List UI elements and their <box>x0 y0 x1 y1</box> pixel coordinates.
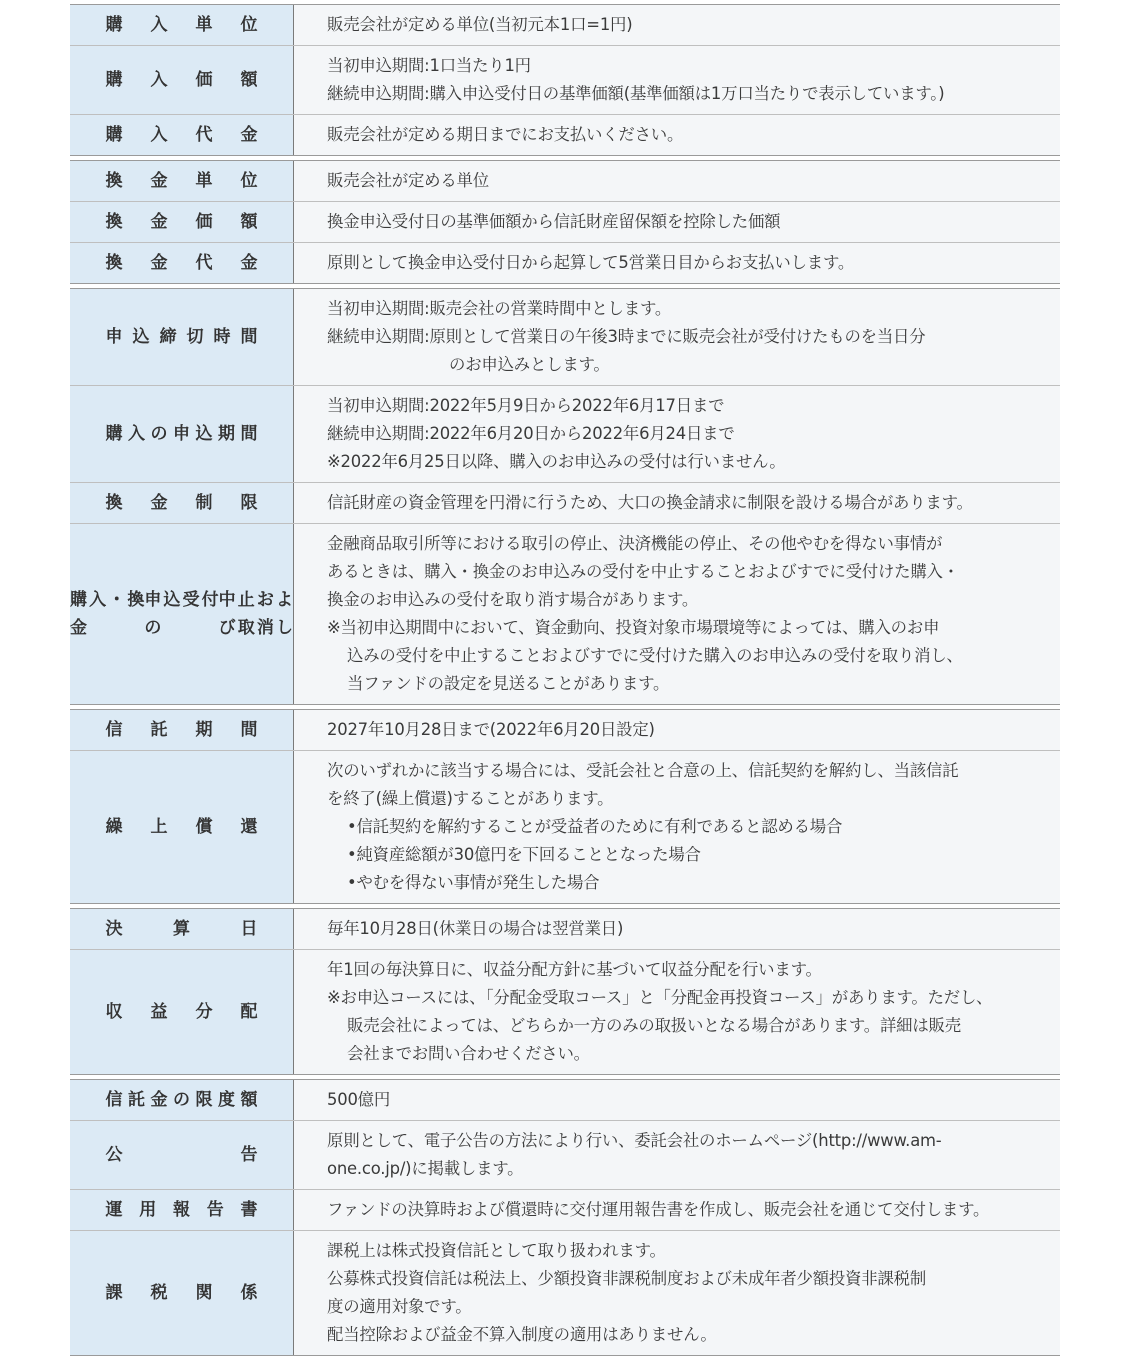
row-label-text: 信託金の限度額 <box>105 1090 258 1110</box>
value-line: 会社までお問い合わせください。 <box>347 1044 590 1063</box>
row-label-text: 購入価額 <box>105 70 258 90</box>
value-line: 換金のお申込みの受付を取り消す場合があります。 <box>327 590 699 609</box>
row-value <box>294 1190 1060 1230</box>
row-label <box>70 46 294 114</box>
row-label <box>70 1190 294 1230</box>
row-label-text: 申込締切時間 <box>105 327 258 347</box>
row-group <box>70 908 1060 1075</box>
row-label <box>70 751 294 903</box>
table-row <box>70 385 1060 482</box>
row-group <box>70 4 1060 156</box>
value-line: 換金申込受付日の基準価額から信託財産留保額を控除した価額 <box>327 212 781 231</box>
value-line: ※お申込コースには、「分配金受取コース」と「分配金再投資コース」があります。ただし、 <box>327 988 993 1007</box>
table-row <box>70 1120 1060 1189</box>
value-line: 販売会社によっては、どちらか一方のみの取扱いとなる場合があります。詳細は販売 <box>347 1016 961 1035</box>
row-label-text: 信託期間 <box>105 720 258 740</box>
table-row <box>70 710 1060 750</box>
row-value <box>294 950 1060 1074</box>
row-group <box>70 288 1060 705</box>
value-line: 信託財産の資金管理を円滑に行うため、大口の換金請求に制限を設ける場合があります。 <box>327 493 973 512</box>
value-line: 当初申込期間:販売会社の営業時間中とします。 <box>327 299 672 318</box>
table-row <box>70 750 1060 903</box>
row-label-text: 換金代金 <box>105 253 258 273</box>
row-label <box>70 243 294 283</box>
table-row <box>70 289 1060 385</box>
row-value <box>294 202 1060 242</box>
row-label-text: 購入・換金 <box>70 589 145 638</box>
table-row <box>70 5 1060 45</box>
value-line: 度の適用対象です。 <box>327 1297 472 1316</box>
value-line: 継続申込期間:原則として営業日の午後3時までに販売会社が受付けたものを当日分 <box>327 327 926 346</box>
value-line: 当ファンドの設定を見送ることがあります。 <box>347 674 670 693</box>
table-row <box>70 45 1060 114</box>
table-row <box>70 949 1060 1074</box>
row-label-text: 購入代金 <box>105 125 258 145</box>
value-line: 継続申込期間:2022年6月20日から2022年6月24日まで <box>327 424 735 443</box>
row-value <box>294 289 1060 385</box>
value-line: •純資産総額が30億円を下回ることとなった場合 <box>347 845 701 864</box>
table-row <box>70 242 1060 283</box>
row-label-text: 中止および取消し <box>218 589 293 638</box>
row-label-text: 収益分配 <box>105 1002 258 1022</box>
value-line: 課税上は株式投資信託として取り扱われます。 <box>327 1241 666 1260</box>
value-line: 当初申込期間:1口当たり1円 <box>327 56 531 75</box>
value-line: ※2022年6月25日以降、購入のお申込みの受付は行いません。 <box>327 452 786 471</box>
value-line: one.co.jp/)に掲載します。 <box>327 1159 524 1178</box>
row-label <box>70 161 294 201</box>
value-line: •やむを得ない事情が発生した場合 <box>347 873 600 892</box>
row-label <box>70 524 294 704</box>
fund-summary-table <box>70 4 1060 1356</box>
row-label <box>70 289 294 385</box>
row-label <box>70 710 294 750</box>
row-label <box>70 1080 294 1120</box>
value-line: 当初申込期間:2022年5月9日から2022年6月17日まで <box>327 396 725 415</box>
value-line: ※当初申込期間中において、資金動向、投資対象市場環境等によっては、購入のお申 <box>327 618 940 637</box>
row-label <box>70 909 294 949</box>
value-line: 原則として、電子公告の方法により行い、委託会社のホームページ(http://www.am- <box>327 1131 942 1150</box>
row-value <box>294 909 1060 949</box>
table-row <box>70 161 1060 201</box>
value-line: 込みの受付を中止することおよびすでに受付けた購入のお申込みの受付を取り消し、 <box>347 646 963 665</box>
row-group <box>70 1079 1060 1356</box>
value-line: 販売会社が定める単位 <box>327 171 489 190</box>
row-label <box>70 5 294 45</box>
value-line: 販売会社が定める期日までにお支払いください。 <box>327 125 684 144</box>
value-line: 次のいずれかに該当する場合には、受託会社と合意の上、信託契約を解約し、当該信託 <box>327 761 959 780</box>
table-row <box>70 114 1060 155</box>
row-group <box>70 709 1060 904</box>
row-label <box>70 1231 294 1355</box>
table-row <box>70 909 1060 949</box>
row-label-text: 運用報告書 <box>105 1200 258 1220</box>
row-label-text: 購入単位 <box>105 15 258 35</box>
value-line: 毎年10月28日(休業日の場合は翌営業日) <box>327 919 624 938</box>
value-line: 公募株式投資信託は税法上、少額投資非課税制度および未成年者少額投資非課税制 <box>327 1269 927 1288</box>
row-label-text: 繰上償還 <box>105 817 258 837</box>
row-label-text: 決算日 <box>105 919 258 939</box>
row-label <box>70 1121 294 1189</box>
value-line: ファンドの決算時および償還時に交付運用報告書を作成し、販売会社を通じて交付します。 <box>327 1200 990 1219</box>
row-value <box>294 1121 1060 1189</box>
row-label <box>70 115 294 155</box>
row-label <box>70 950 294 1074</box>
value-line: 配当控除および益金不算入制度の適用はありません。 <box>327 1325 717 1344</box>
row-value <box>294 386 1060 482</box>
row-value <box>294 524 1060 704</box>
value-line: 金融商品取引所等における取引の停止、決済機能の停止、その他やむを得ない事情が <box>327 534 943 553</box>
row-value <box>294 710 1060 750</box>
row-label <box>70 202 294 242</box>
row-label-text: 換金単位 <box>105 171 258 191</box>
value-line: のお申込みとします。 <box>449 355 610 374</box>
value-line: を終了(繰上償還)することがあります。 <box>327 789 614 808</box>
row-value <box>294 115 1060 155</box>
row-label <box>70 483 294 523</box>
row-group <box>70 160 1060 284</box>
value-line: 500億円 <box>327 1090 391 1109</box>
table-row <box>70 201 1060 242</box>
value-line: 継続申込期間:購入申込受付日の基準価額(基準価額は1万口当たりで表示しています。) <box>327 84 945 103</box>
table-row <box>70 1189 1060 1230</box>
value-line: 2027年10月28日まで(2022年6月20日設定) <box>327 720 655 739</box>
row-value <box>294 46 1060 114</box>
table-row <box>70 1230 1060 1355</box>
row-value <box>294 751 1060 903</box>
value-line: 原則として換金申込受付日から起算して5営業日目からお支払いします。 <box>327 253 855 272</box>
row-label-text: 公告 <box>105 1145 258 1165</box>
table-row <box>70 1080 1060 1120</box>
row-label-text: 換金価額 <box>105 212 258 232</box>
row-label-text: 購入の申込期間 <box>105 424 258 444</box>
row-label-text: 課税関係 <box>105 1283 258 1303</box>
row-label-text: 申込受付の <box>144 589 219 638</box>
table-row <box>70 482 1060 523</box>
value-line: あるときは、購入・換金のお申込みの受付を中止することおよびすでに受付けた購入・ <box>327 562 959 581</box>
row-value <box>294 483 1060 523</box>
table-row <box>70 523 1060 704</box>
row-value <box>294 5 1060 45</box>
value-line: 販売会社が定める単位(当初元本1口=1円) <box>327 15 633 34</box>
row-value <box>294 1231 1060 1355</box>
row-value <box>294 161 1060 201</box>
value-line: •信託契約を解約することが受益者のために有利であると認める場合 <box>347 817 843 836</box>
row-label-text: 換金制限 <box>105 493 258 513</box>
row-label <box>70 386 294 482</box>
row-value <box>294 1080 1060 1120</box>
row-value <box>294 243 1060 283</box>
value-line: 年1回の毎決算日に、収益分配方針に基づいて収益分配を行います。 <box>327 960 822 979</box>
